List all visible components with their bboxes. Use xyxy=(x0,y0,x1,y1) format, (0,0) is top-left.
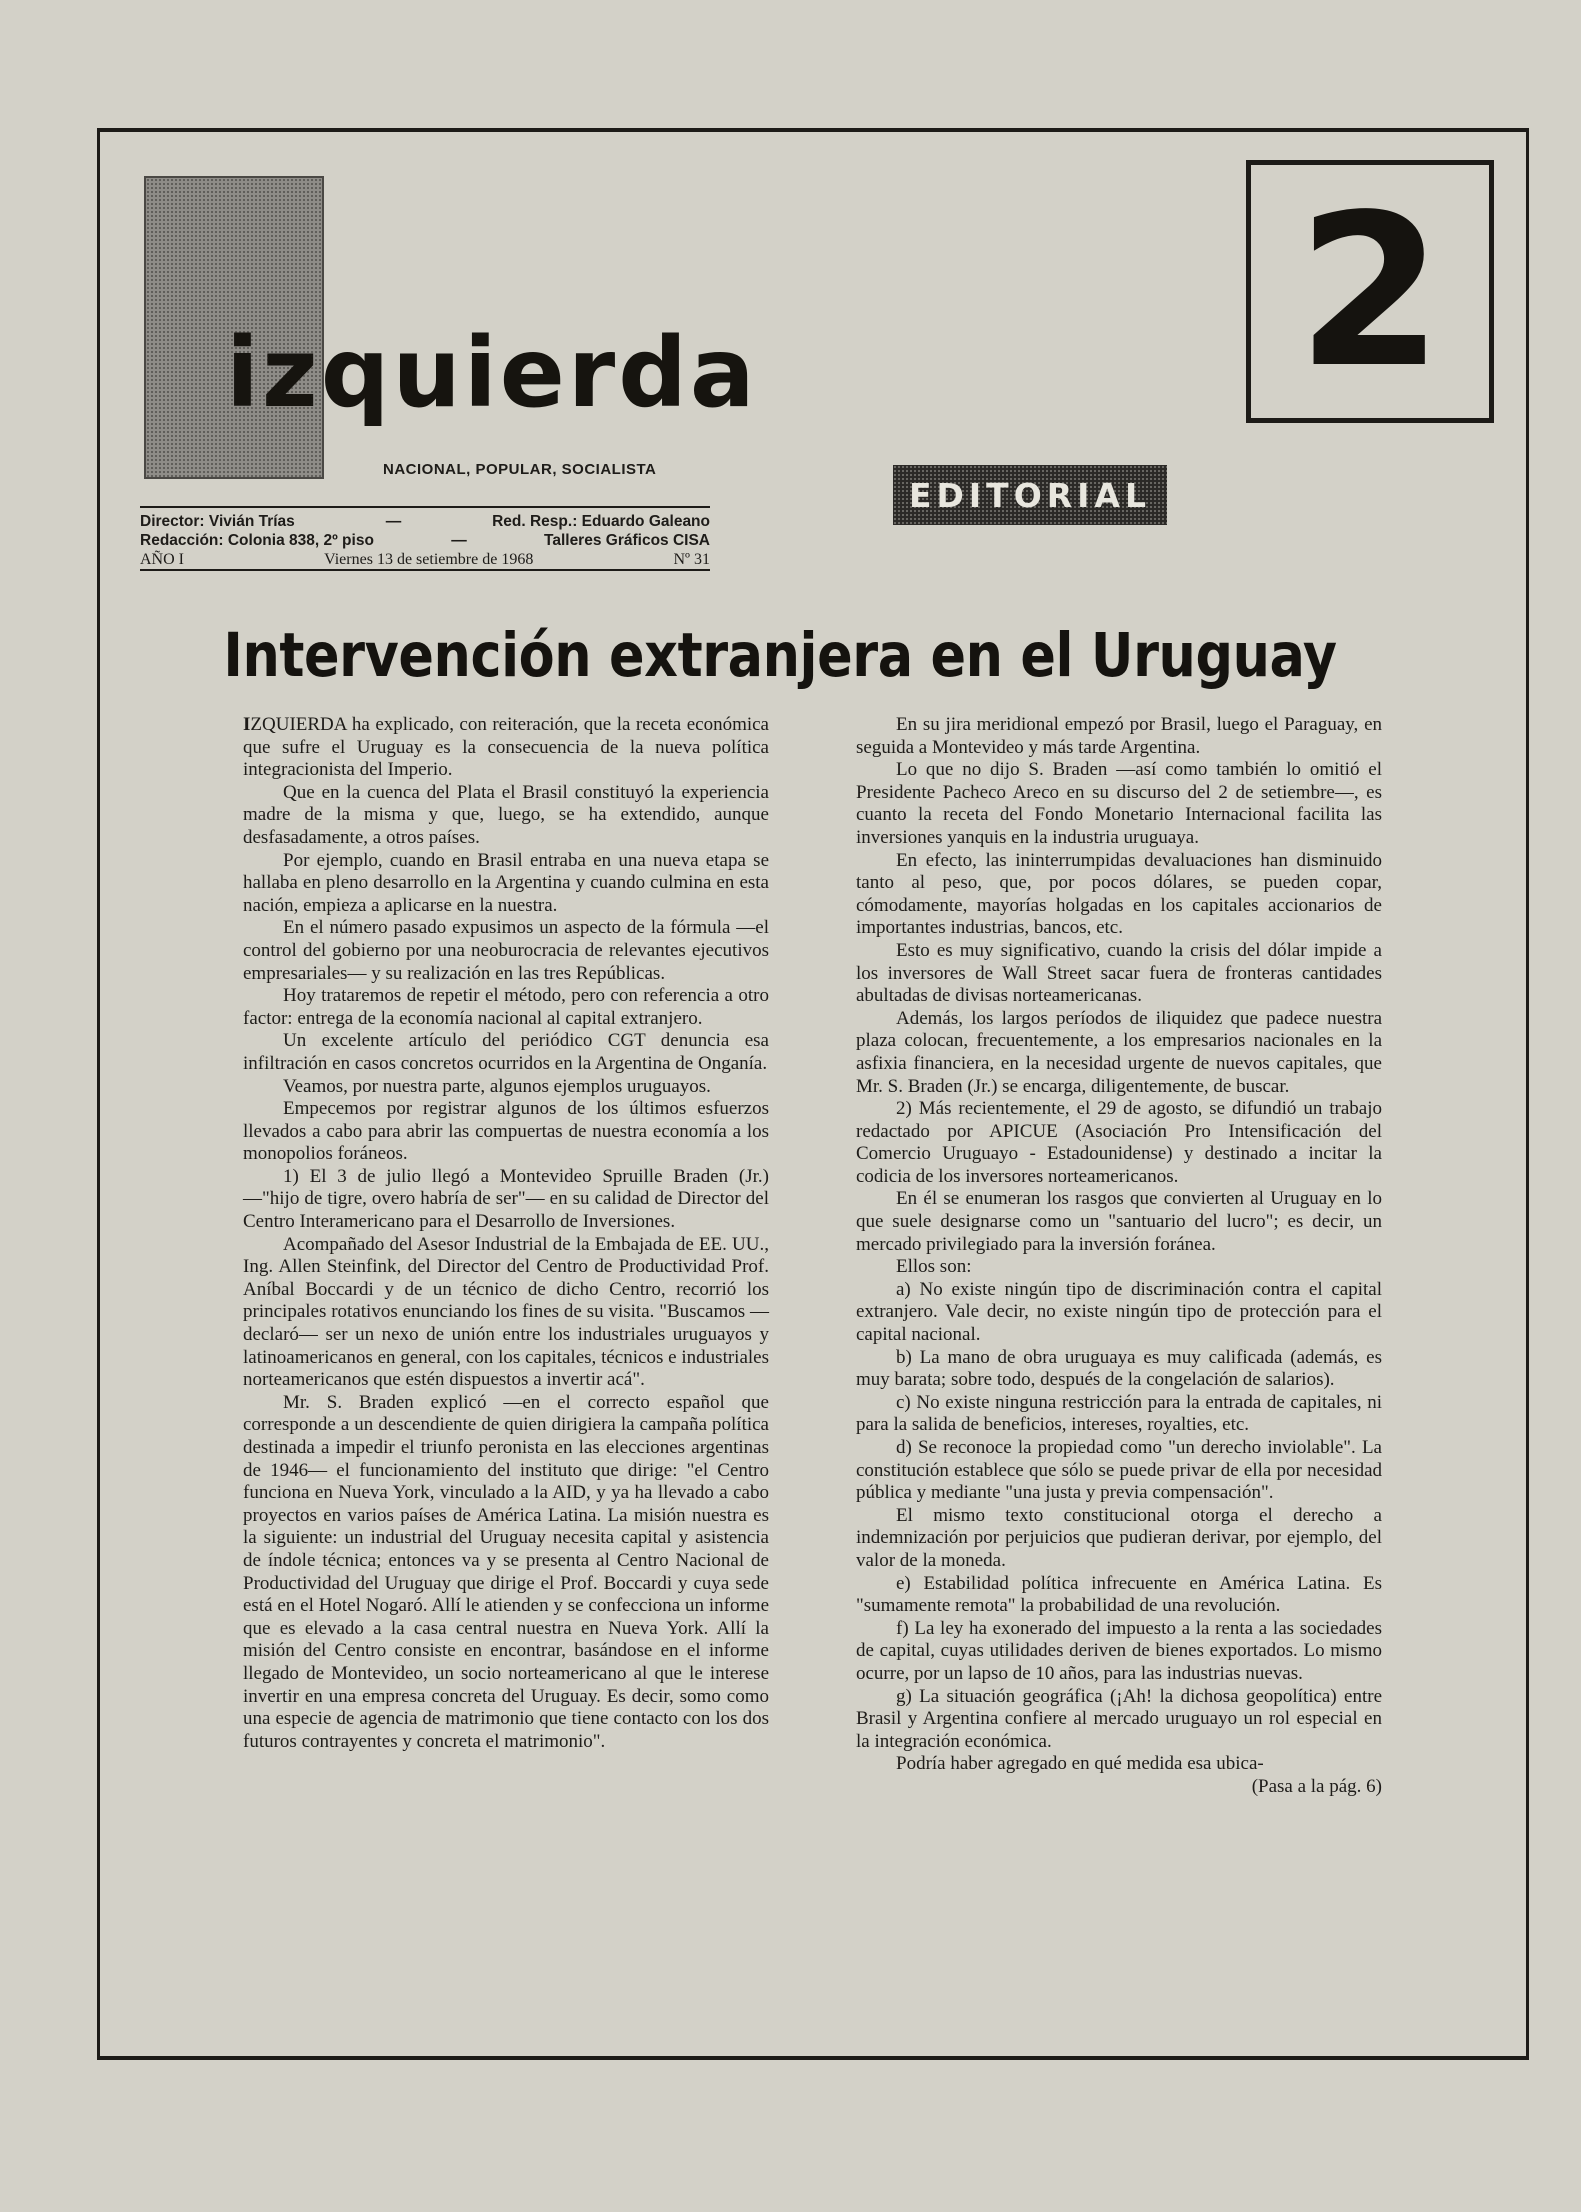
article-paragraph: a) No existe ningún tipo de discriminación contra el capital extranjero. Vale decir, no existe ningún tipo de protección para el capital nacional. xyxy=(856,1278,1382,1346)
printer-credit: Talleres Gráficos CISA xyxy=(544,532,710,549)
article-paragraph: Empecemos por registrar algunos de los últimos esfuerzos llevados a cabo para abrir las compuertas de nuestra economía a los monopolios foráneos. xyxy=(243,1098,769,1165)
article-paragraph: d) Se reconoce la propiedad como "un derecho inviolable". La constitución establece que sólo se puede privar de ella por necesidad pública y mediante "una justa y previa compensación". xyxy=(856,1437,1382,1504)
newsroom-address: Redacción: Colonia 838, 2º piso xyxy=(140,532,374,549)
article-paragraph: g) La situación geográfica (¡Ah! la dichosa geopolítica) entre Brasil y Argentina confiere al mercado uruguayo un rol especial en la integración económica. xyxy=(856,1685,1382,1752)
continuation-note: (Pasa a la pág. 6) xyxy=(1251,1775,1382,1797)
article-paragraph: Esto es muy significativo, cuando la crisis del dólar impide a los inversores de Wall Street sacar fuera de fronteras cantidades abultadas de divisas norteamericanas. xyxy=(856,939,1382,1007)
article-paragraph: f) La ley ha exonerado del impuesto a la renta a las sociedades de capital, cuyas utilidades deriven de bienes exportados. Lo mismo ocurre, por un lapso de 10 años, para las industrias nuevas. xyxy=(856,1617,1382,1684)
credit-separator: — xyxy=(451,532,467,549)
credits-row-address xyxy=(140,531,710,550)
issue-date: Viernes 13 de setiembre de 1968 xyxy=(324,551,534,568)
article-paragraph: El mismo texto constitucional otorga el derecho a indemnización por perjuicios que pudieran derivar, por ejemplo, del valor de la moneda. xyxy=(856,1504,1382,1571)
article-paragraph: c) No existe ninguna restricción para la entrada de capitales, ni para la salida de beneficios, intereses, royalties, etc. xyxy=(856,1391,1382,1436)
article-paragraph: Además, los largos períodos de iliquidez que padece nuestra plaza colocan, frecuentemente, a los empresarios nacionales en la asfixia financiera, en la necesidad urgente de nuevos capitales, que Mr. S. Braden (Jr.) se encarga, diligentemente, de buscar. xyxy=(856,1007,1382,1097)
masthead-credits xyxy=(140,506,710,571)
credits-row-issue xyxy=(140,550,710,571)
article-headline: Intervención extranjera en el Uruguay xyxy=(223,620,1337,691)
article-paragraph: Podría haber agregado en qué medida esa ubica- xyxy=(896,1753,1264,1775)
page-number-box xyxy=(1246,160,1494,423)
article-paragraph: En efecto, las ininterrumpidas devaluaciones han disminuido tanto al peso, que, por pocos dólares, se pueden copar, cómodamente, mayorías holgadas en los capitales accionarios de importantes industrias, bancos, etc. xyxy=(856,849,1382,939)
article-paragraph: Veamos, por nuestra parte, algunos ejemplos uruguayos. xyxy=(283,1075,711,1097)
issue-year: AÑO I xyxy=(140,551,184,568)
article-paragraph: En su jira meridional empezó por Brasil, luego el Paraguay, en seguida a Montevideo y más tarde Argentina. xyxy=(856,714,1382,758)
article-paragraph: Ellos son: xyxy=(896,1256,972,1278)
article-paragraph: e) Estabilidad política infrecuente en América Latina. Es "sumamente remota" la probabilidad de una revolución. xyxy=(856,1572,1382,1617)
article-paragraph: Que en la cuenca del Plata el Brasil constituyó la experiencia madre de la misma y que, luego, se ha extendido, aunque desfasadamente, a otros países. xyxy=(243,781,769,848)
masthead-logo: izquierda xyxy=(226,317,758,429)
credit-separator: — xyxy=(385,513,402,530)
editor-credit: Red. Resp.: Eduardo Galeano xyxy=(492,513,710,530)
article-paragraph: En él se enumeran los rasgos que convierten al Uruguay en lo que suele designarse como un "santuario del lucro"; es decir, un mercado privilegiado para la inversión foránea. xyxy=(856,1188,1382,1255)
page-number: 2 xyxy=(1296,168,1444,414)
article-paragraph: Acompañado del Asesor Industrial de la Embajada de EE. UU., Ing. Allen Steinfink, del Director del Centro de Productividad Prof. Aníbal Boccardi y de un técnico de dicho Centro, recorrió los principales rotativos enunciando los fines de su visita. "Buscamos —declaró— ser un nexo de unión entre los industriales uruguayos y latinoamericanos en general, con los capitales, técnicos e industriales norteamericanos que estén dispuestos a invertir acá". xyxy=(243,1233,769,1391)
article-paragraph: 1) El 3 de julio llegó a Montevideo Spruille Braden (Jr.) —"hijo de tigre, overo habría de ser"— en su calidad de Director del Centro Interamericano para el Desarrollo de Inversiones. xyxy=(243,1165,769,1233)
article-paragraph: IZQUIERDA ha explicado, con reiteración, que la receta económica que sufre el Uruguay es la consecuencia de la nueva política integracionista del Imperio. xyxy=(243,714,769,781)
article-paragraph: 2) Más recientemente, el 29 de agosto, se difundió un trabajo redactado por APICUE (Asociación Pro Intensificación del Comercio Uruguayo - Estadounidense) y destinado a incitar la codicia de los inversores norteamericanos. xyxy=(856,1098,1382,1187)
section-label: EDITORIAL xyxy=(908,475,1152,515)
article-paragraph: Un excelente artículo del periódico CGT denuncia esa infiltración en casos concretos ocurridos en la Argentina de Onganía. xyxy=(243,1030,769,1074)
masthead-tagline: NACIONAL, POPULAR, SOCIALISTA xyxy=(383,461,657,478)
issue-number-label: Nº 31 xyxy=(673,551,710,568)
article-paragraph: b) La mano de obra uruguaya es muy calificada (además, es muy barata; sobre todo, después de la congelación de salarios). xyxy=(856,1346,1382,1391)
article-paragraph: Hoy trataremos de repetir el método, pero con referencia a otro factor: entrega de la economía nacional al capital extranjero. xyxy=(243,985,769,1029)
article-paragraph: En el número pasado expusimos un aspecto de la fórmula —el control del gobierno por una neoburocracia de relevantes ejecutivos empresariales— y su realización en las tres Repúblicas. xyxy=(243,917,769,984)
article-paragraph: Por ejemplo, cuando en Brasil entraba en una nueva etapa se hallaba en pleno desarrollo en la Argentina y cuando culmina en esta nación, empieza a aplicarse en la nuestra. xyxy=(243,849,769,916)
article-paragraph: Lo que no dijo S. Braden —así como también lo omitió el Presidente Pacheco Areco en su discurso del 2 de setiembre—, es cuanto la receta del Fondo Monetario Internacional facilita las inversiones yanquis en la industria uruguaya. xyxy=(856,759,1382,848)
article-column-left xyxy=(243,714,769,1753)
article-column-right xyxy=(856,714,1382,1799)
section-badge xyxy=(893,465,1167,525)
credits-row-staff xyxy=(140,512,710,531)
article-paragraph: Mr. S. Braden explicó —en el correcto español que corresponde a un descendiente de quien dirigiera la campaña política destinada a impedir el triunfo peronista en las elecciones argentinas de 1946— el funcionamiento del instituto que dirige: "el Centro funciona en Nueva York, vinculado a la AID, y ya ha llevado a cabo proyectos en varios países de América Latina. La misión nuestra es la siguiente: un industrial del Uruguay necesita capital y asistencia de índole técnica; entonces va y se presenta al Centro Nacional de Productividad del Uruguay que dirige el Prof. Boccardi y cuya sede está en el Hotel Nogaró. Allí le atienden y se confecciona un informe que es elevado a la casa central nuestra en Nueva York. Allí la misión del Centro consiste en encontrar, basándose en el informe llegado de Montevideo, un socio norteamericano al que le interese invertir en una empresa concreta del Uruguay. Es decir, somo como una especie de agencia de matrimonio que tiene contacto con los dos futuros contrayentes y concreta el matrimonio". xyxy=(243,1391,769,1752)
director-credit: Director: Vivián Trías xyxy=(140,513,295,530)
